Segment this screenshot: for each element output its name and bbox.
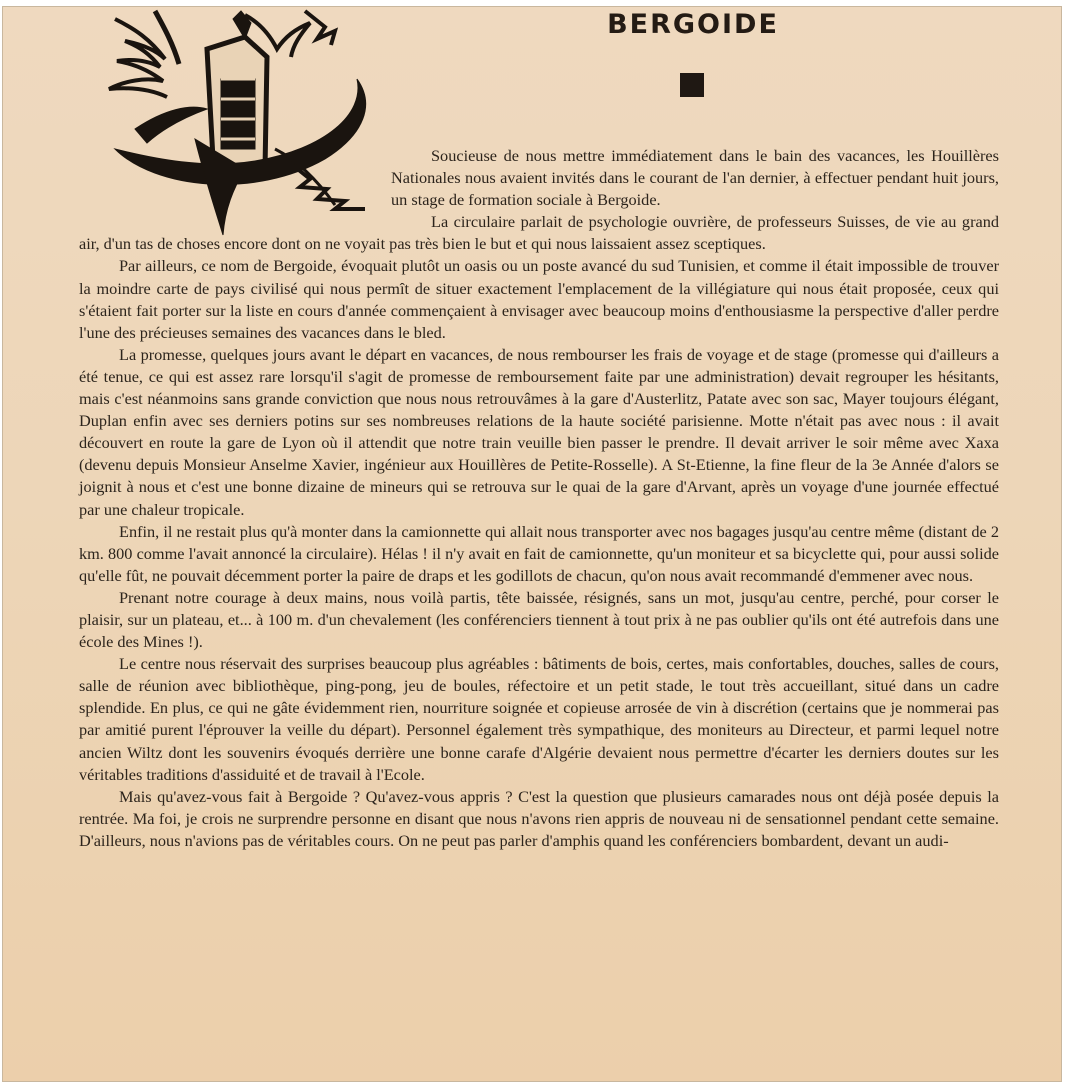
paragraph-7: Le centre nous réservait des surprises beaucoup plus agréables : bâtiments de bois, certes, mais confortables, douches, salles de cours, salle de réunion avec bibliothèque, ping-pong, jeu de boules, réfectoire et un petit stade, le tout très accueillant, situé dans un cadre splendide. En plus, ce qui ne gâte évidemment rien, nourriture soignée et copieuse arrosée de vin à discrétion (certains que je nommerai pas par amitié purent l'éprouver la veille du départ). Personnel également très sympathique, des moniteurs au Directeur, et parmi lequel notre ancien Wiltz dont les souvenirs évoqués derrière une bonne carafe d'Algérie devaient nous permettre d'écarter les derniers doutes sur les véritables traditions d'assiduité et de travail à l'Ecole.	[79, 654, 999, 784]
article-body	[79, 145, 999, 852]
paragraph-5: Enfin, il ne restait plus qu'à monter dans la camionnette qui allait nous transporter avec nos bagages jusqu'au centre même (distant de 2 km. 800 comme l'avait annoncé la circulaire). Hélas ! il n'y avait en fait de camionnette, qu'un moniteur et sa bicyclette qui, pour aussi solide qu'elle fût, ne pouvait décemment porter la paire de draps et les godillots de chacun, qu'on nous avait recommandé d'emmener avec nous.	[79, 521, 999, 585]
paragraph-4: La promesse, quelques jours avant le départ en vacances, de nous rembourser les frais de voyage et de stage (promesse qui d'ailleurs a été tenue, ce qui est assez rare lorsqu'il s'agit de promesse de remboursement faite par une administration) devait regrouper les hésitants, mais c'est néanmoins sans grande conviction que nous nous retrouvâmes à la gare d'Austerlitz, Patate avec son sac, Mayer toujours élégant, Duplan enfin avec ses derniers potins sur ses nombreuses relations de la haute société parisienne. Motte n'était pas avec nous : il avait découvert en route la gare de Lyon où il attendit que notre train veuille bien passer le prendre. Il devait arriver le soir même avec Xaxa (devenu depuis Monsieur Anselme Xavier, ingénieur aux Houillères de Petite-Rosselle). A St-Etienne, la fine fleur de la 3e Année d'alors se joignit à nous et c'est une bonne dizaine de mineurs qui se retrouva sur le quai de la gare d'Arvant, après un voyage d'une journée effectué par une chaleur tropicale.	[79, 344, 999, 519]
paragraph-2: La circulaire parlait de psychologie ouvrière, de professeurs Suisses, de vie au grand air, d'un tas de choses encore dont on ne voyait pas très bien le but et qui nous laissaient assez sceptiques.	[79, 212, 999, 254]
paragraph-8: Mais qu'avez-vous fait à Bergoide ? Qu'avez-vous appris ? C'est la question que plusieurs camarades nous ont déjà posée depuis la rentrée. Ma foi, je crois ne surprendre personne en disant que nous n'avons rien appris de nouveau ni de sensationnel pendant cette semaine. D'ailleurs, nous n'avions pas de véritables cours. On ne peut pas parler d'amphis quand les conférenciers bombardent, devant un audi-	[79, 786, 999, 850]
paragraph-3: Par ailleurs, ce nom de Bergoide, évoquait plutôt un oasis ou un poste avancé du sud Tunisien, et comme il était impossible de trouver la moindre carte de pays civilisé qui nous permît de situer exactement l'emplacement de la villégiature qui nous était proposée, ceux qui s'étaient fait porter sur la liste en cours d'année commençaient à envisager avec beaucoup moins d'enthousiasme la perspective d'aller perdre l'une des précieuses semaines des vacances dans le bled.	[79, 256, 999, 342]
paragraph-6: Prenant notre courage à deux mains, nous voilà partis, tête baissée, résignés, sans un mot, jusqu'au centre, perché, pour corser le plaisir, sur un plateau, et... à 100 m. d'un chevalement (les conférenciers tiennent à tout prix à ne pas oublier qu'ils ont été autrefois dans une école des Mines !).	[79, 587, 999, 652]
magazine-page	[2, 6, 1062, 1082]
illustration-spacer	[79, 145, 391, 233]
article-title: BERGOIDE	[607, 9, 779, 40]
title-ornament	[680, 73, 704, 97]
paragraph-1: Soucieuse de nous mettre immédiatement dans le bain des vacances, les Houillères Nationales nous avaient invités dans le courant de l'an dernier, à effectuer pendant huit jours, un stage de formation sociale à Bergoide.	[391, 146, 999, 210]
